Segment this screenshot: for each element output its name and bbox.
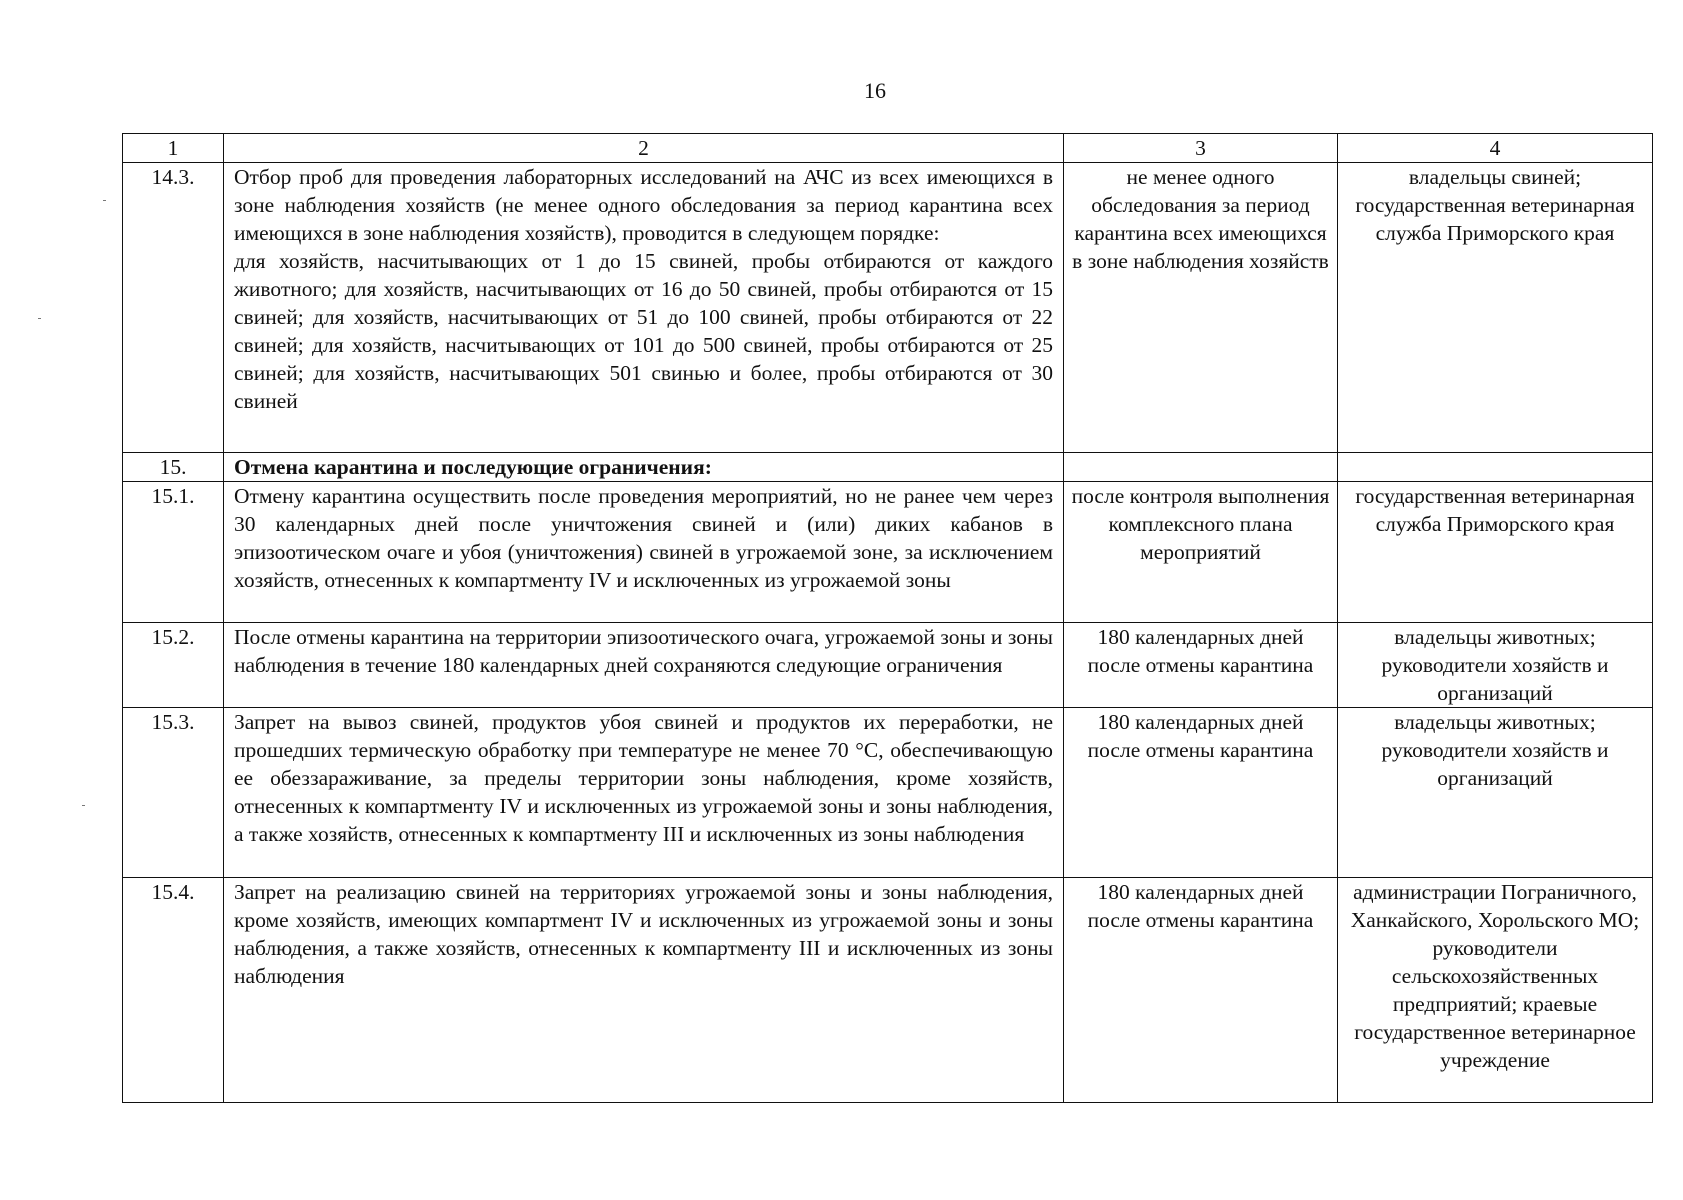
row-measure: Запрет на вывоз свиней, продуктов убоя свиней и продуктов их переработки, не прошедших термическую обработку при температуре не менее 70 °С, обеспечивающую ее обеззараживание, за пределы территории зоны наблюдения, кроме хозяйств, отнесенных к компартменту IV и исключенных из угрожаемой зоны и зоны наблюдения, а также хозяйств, отнесенных к компартменту III и исключенных из зоны наблюдения [224,708,1064,878]
row-measure [224,163,1064,453]
scan-speck [103,200,106,201]
row-term: не менее одного обследования за период карантина всех имеющихся в зоне наблюдения хозяйств [1064,163,1338,453]
table-row [123,163,1653,453]
table-header-row [123,134,1653,163]
row-measure: Отмену карантина осуществить после проведения мероприятий, но не ранее чем через 30 календарных дней после уничтожения свиней и (или) диких кабанов в эпизоотическом очаге и убоя (уничтожения) свиней в угрожаемой зоне, за исключением хозяйств, отнесенных к компартменту IV и исключенных из угрожаемой зоны [224,482,1064,623]
table-row [123,878,1653,1103]
column-header-responsible: 4 [1338,134,1653,163]
table-row-section [123,453,1653,482]
section-number: 15. [123,453,224,482]
row-number: 15.1. [123,482,224,623]
row-term: 180 календарных дней после отмены карантина [1064,623,1338,708]
column-header-measure: 2 [224,134,1064,163]
column-header-term: 3 [1064,134,1338,163]
scan-speck [82,805,85,806]
column-header-number: 1 [123,134,224,163]
row-measure: После отмены карантина на территории эпизоотического очага, угрожаемой зоны и зоны наблюдения в течение 180 календарных дней сохраняются следующие ограничения [224,623,1064,708]
row-responsible [1338,453,1653,482]
row-responsible: владельцы животных; руководители хозяйств и организаций [1338,623,1653,708]
row-number: 15.2. [123,623,224,708]
row-responsible: владельцы свиней; государственная ветеринарная служба Приморского края [1338,163,1653,453]
row-number: 14.3. [123,163,224,453]
table-row [123,708,1653,878]
row-term: 180 календарных дней после отмены карантина [1064,878,1338,1103]
row-term: после контроля выполнения комплексного плана мероприятий [1064,482,1338,623]
row-responsible: государственная ветеринарная служба Приморского края [1338,482,1653,623]
table-row [123,482,1653,623]
table-row [123,623,1653,708]
row-number: 15.3. [123,708,224,878]
page-number: 16 [864,78,886,103]
scan-speck [38,318,41,319]
row-responsible: администрации Пограничного, Ханкайского, Хорольского МО; руководители сельскохозяйственных предприятий; краевые государственное ветеринарное учреждение [1338,878,1653,1103]
row-measure-text: Отбор проб для проведения лабораторных исследований на АЧС из всех имеющихся в зоне наблюдения хозяйств (не менее одного обследования за период карантина всех имеющихся в зоне наблюдения хозяйств), проводится в следующем порядке: [234,165,1053,245]
row-measure: Запрет на реализацию свиней на территориях угрожаемой зоны и зоны наблюдения, кроме хозяйств, имеющих компартмент IV и исключенных из угрожаемой зоны и зоны наблюдения, а также хозяйств, отнесенных к компартменту III и исключенных из зоны наблюдения [224,878,1064,1103]
row-number: 15.4. [123,878,224,1103]
measures-table [122,133,1653,1103]
row-measure-text-continued: для хозяйств, насчитывающих от 1 до 15 свиней, пробы отбираются от каждого животного; для хозяйств, насчитывающих от 16 до 50 свиней, пробы отбираются от 15 свиней; для хозяйств, насчитывающих от 51 до 100 свиней, пробы отбираются от 22 свиней; для хозяйств, насчитывающих от 101 до 500 свиней, пробы отбираются от 25 свиней; для хозяйств, насчитывающих 501 свинью и более, пробы отбираются от 30 свиней [234,249,1053,413]
row-responsible: владельцы животных; руководители хозяйств и организаций [1338,708,1653,878]
row-term: 180 календарных дней после отмены карантина [1064,708,1338,878]
section-title: Отмена карантина и последующие ограничения: [224,453,1064,482]
row-term [1064,453,1338,482]
